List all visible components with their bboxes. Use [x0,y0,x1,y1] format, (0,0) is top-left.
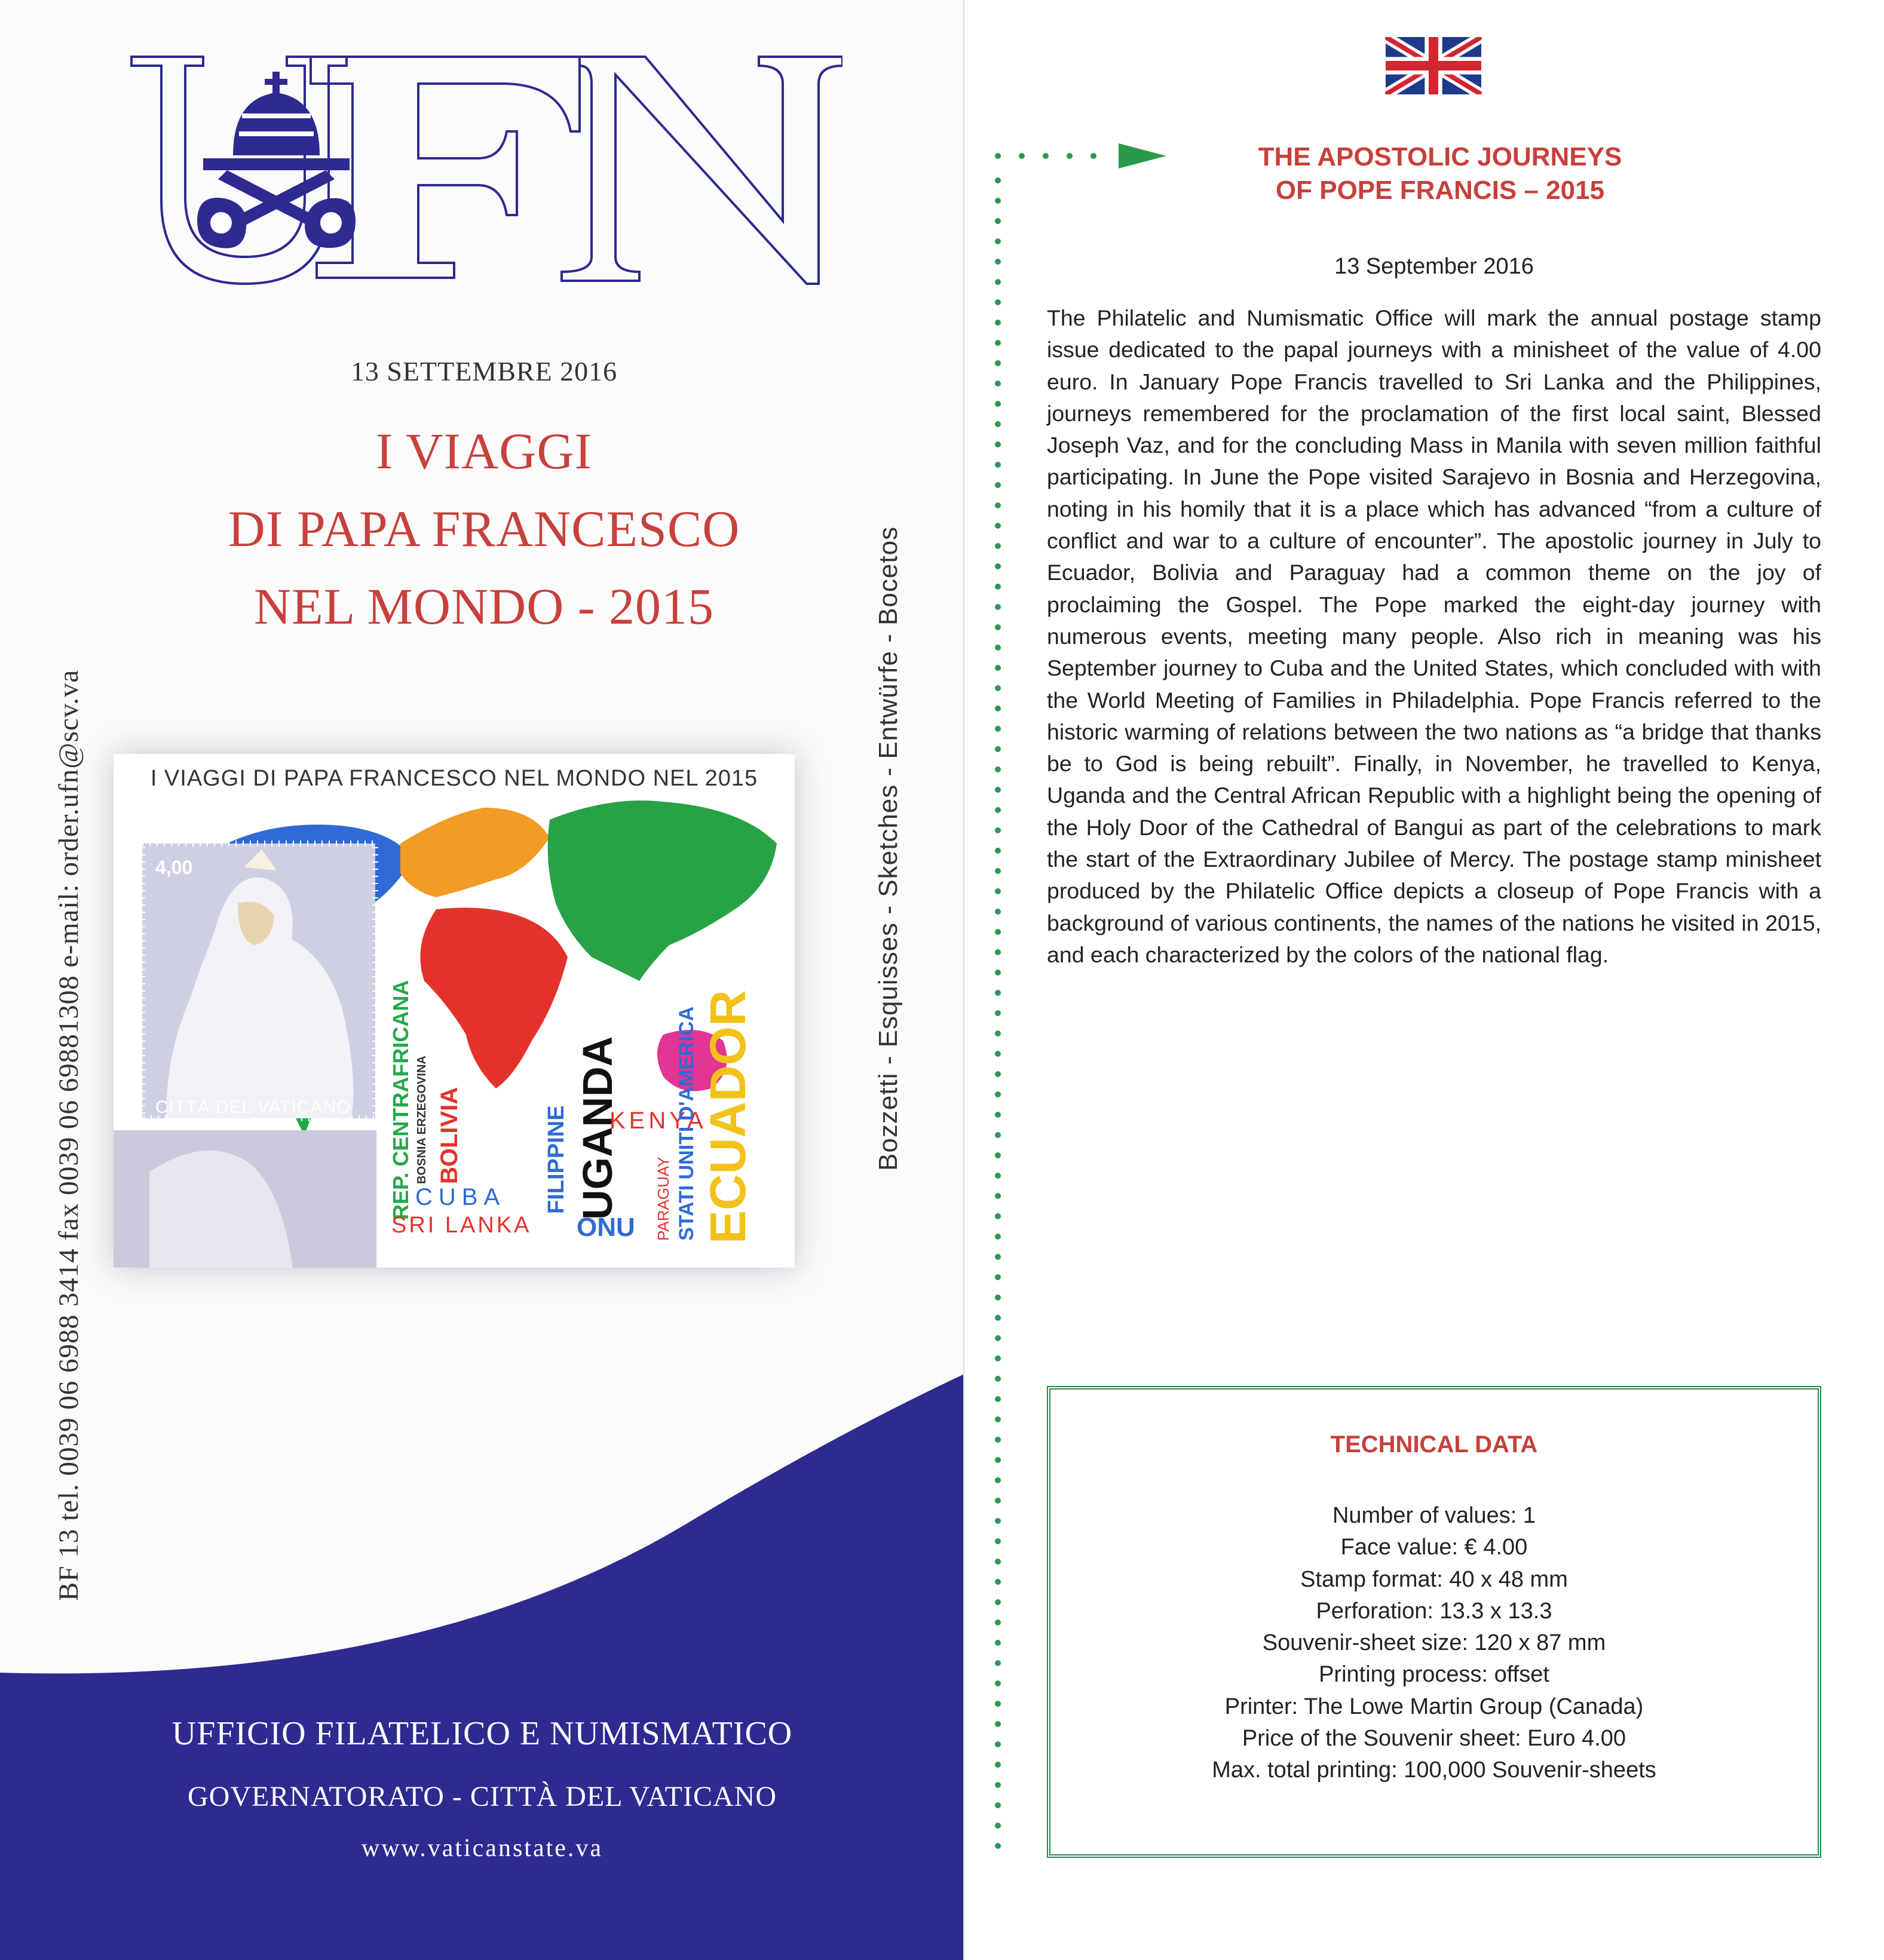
ufn-logo [120,42,843,293]
website-link[interactable]: www.vaticanstate.va [361,1835,604,1862]
technical-data-list [1050,1500,1818,1787]
label-sri-lanka: SRI LANKA [391,1213,532,1238]
issue-title-english [1171,140,1709,207]
arrow-pointer-icon [1119,143,1166,168]
tech-item: Number of values: 1 [1332,1503,1536,1528]
tech-item: Perforation: 13.3 x 13.3 [1316,1598,1552,1624]
title-line-2: DI PAPA FRANCESCO [228,500,740,557]
label-kenya: KENYA [609,1108,707,1134]
label-stati-uniti: STATI UNITI D'AMERICA [675,1006,698,1241]
label-paraguay: PARAGUAY [654,1157,672,1241]
label-cuba: CUBA [415,1184,506,1210]
issue-title-italian [143,421,825,654]
stamp [142,843,375,1118]
description-body: The Philatelic and Numismatic Office will mark the annual postage stamp issue dedicated to the papal journeys with a minisheet of the value of 4.00 euro. In January Pope Francis travelled to Sri Lanka and the Philippines, journeys remembered for the proclamation of the first local saint, Blessed Joseph Vaz, and for the concluding Mass in Manila with seven million faithful participating. In June the Pope visited Sarajevo in Bosnia and Herzegovina, noting in his homily that it is a place which has advanced “from a culture of conflict and war to a culture of encounter”. The apostolic journey in July to Ecuador, Bolivia and Paraguay had a common theme on the joy of proclaiming the Gospel. The Pope marked the eight-day journey with numerous events, meeting many people. Also rich in meaning was his September journey to Cuba and the United States, which concluded with with the World Meeting of Families in Philadelphia. Pope Francis referred to the historic warming of relations between the two nations as “a bridge that thanks be to God is being rebuilt”. Finally, in November, he travelled to Kenya, Uganda and the Central African Republic with a highlight being the opening of the Holy Door of the Cathedral of Bangui as part of the celebrations to mark the start of the Extraordinary Jubilee of Mercy. The postage stamp minisheet produced by the Philatelic Office depicts a closeup of Pope Francis with a background of various continents, the names of the nations he visited in 2015, and each characterized by the colors of the national flag. [1047,305,1821,967]
souvenir-sheet [114,754,795,1268]
issue-date-italian: 13 SETTEMBRE 2016 [350,356,618,387]
footer-background [0,1374,964,1960]
tech-item: Face value: € 4.00 [1340,1535,1528,1560]
label-rep-centrafricana: REP. CENTRAFRICANA [388,980,413,1220]
label-uganda: UGANDA [574,1036,621,1220]
title-line-1: I VIAGGI [375,422,593,480]
tech-item: Printer: The Lowe Martin Group (Canada) [1224,1694,1644,1719]
technical-data-box [1047,1386,1821,1858]
label-onu: ONU [577,1213,635,1242]
title-en-line-2: OF POPE FRANCIS – 2015 [1275,176,1605,205]
title-line-3: NEL MONDO - 2015 [253,578,714,635]
sketches-label-vertical: Bozzetti - Esquisses - Sketches - Entwürfe - Bocetos [874,526,903,1171]
tech-item: Stamp format: 40 x 48 mm [1300,1566,1568,1592]
title-en-line-1: THE APOSTOLIC JOURNEYS [1258,142,1622,171]
label-bosnia: BOSNIA ERZEGOVINA [415,1056,428,1184]
africa-shape [420,908,568,1089]
stamp-value: 4,00 [155,857,193,878]
label-filippine: FILIPPINE [544,1105,569,1214]
issue-date-english: 13 September 2016 [1334,254,1534,279]
asia-shape [548,800,777,981]
tech-item: Souvenir-sheet size: 120 x 87 mm [1262,1630,1606,1656]
uk-flag-icon [1385,37,1482,94]
tech-item: Printing process: offset [1319,1662,1549,1688]
governorate-name: GOVERNATORATO - CITTÀ DEL VATICANO [187,1781,777,1812]
technical-data-title: TECHNICAL DATA [1330,1431,1538,1458]
stamp-country: CITTÀ DEL VATICANO [155,1097,351,1117]
europe-shape [400,808,550,897]
contact-info-vertical: BF 13 tel. 0039 06 6988 3414 fax 0039 06 69881308 e-mail: order.ufn@scv.va [53,669,84,1601]
tech-item: Price of the Souvenir sheet: Euro 4.00 [1242,1726,1626,1752]
tech-item: Max. total printing: 100,000 Souvenir-sheets [1212,1757,1656,1783]
label-ecuador: ECUADOR [700,990,756,1244]
label-bolivia: BOLIVIA [436,1087,462,1184]
sheet-caption: I VIAGGI DI PAPA FRANCESCO NEL MONDO NEL 2015 [150,766,758,791]
office-name: UFFICIO FILATELICO E NUMISMATICO [171,1715,793,1752]
